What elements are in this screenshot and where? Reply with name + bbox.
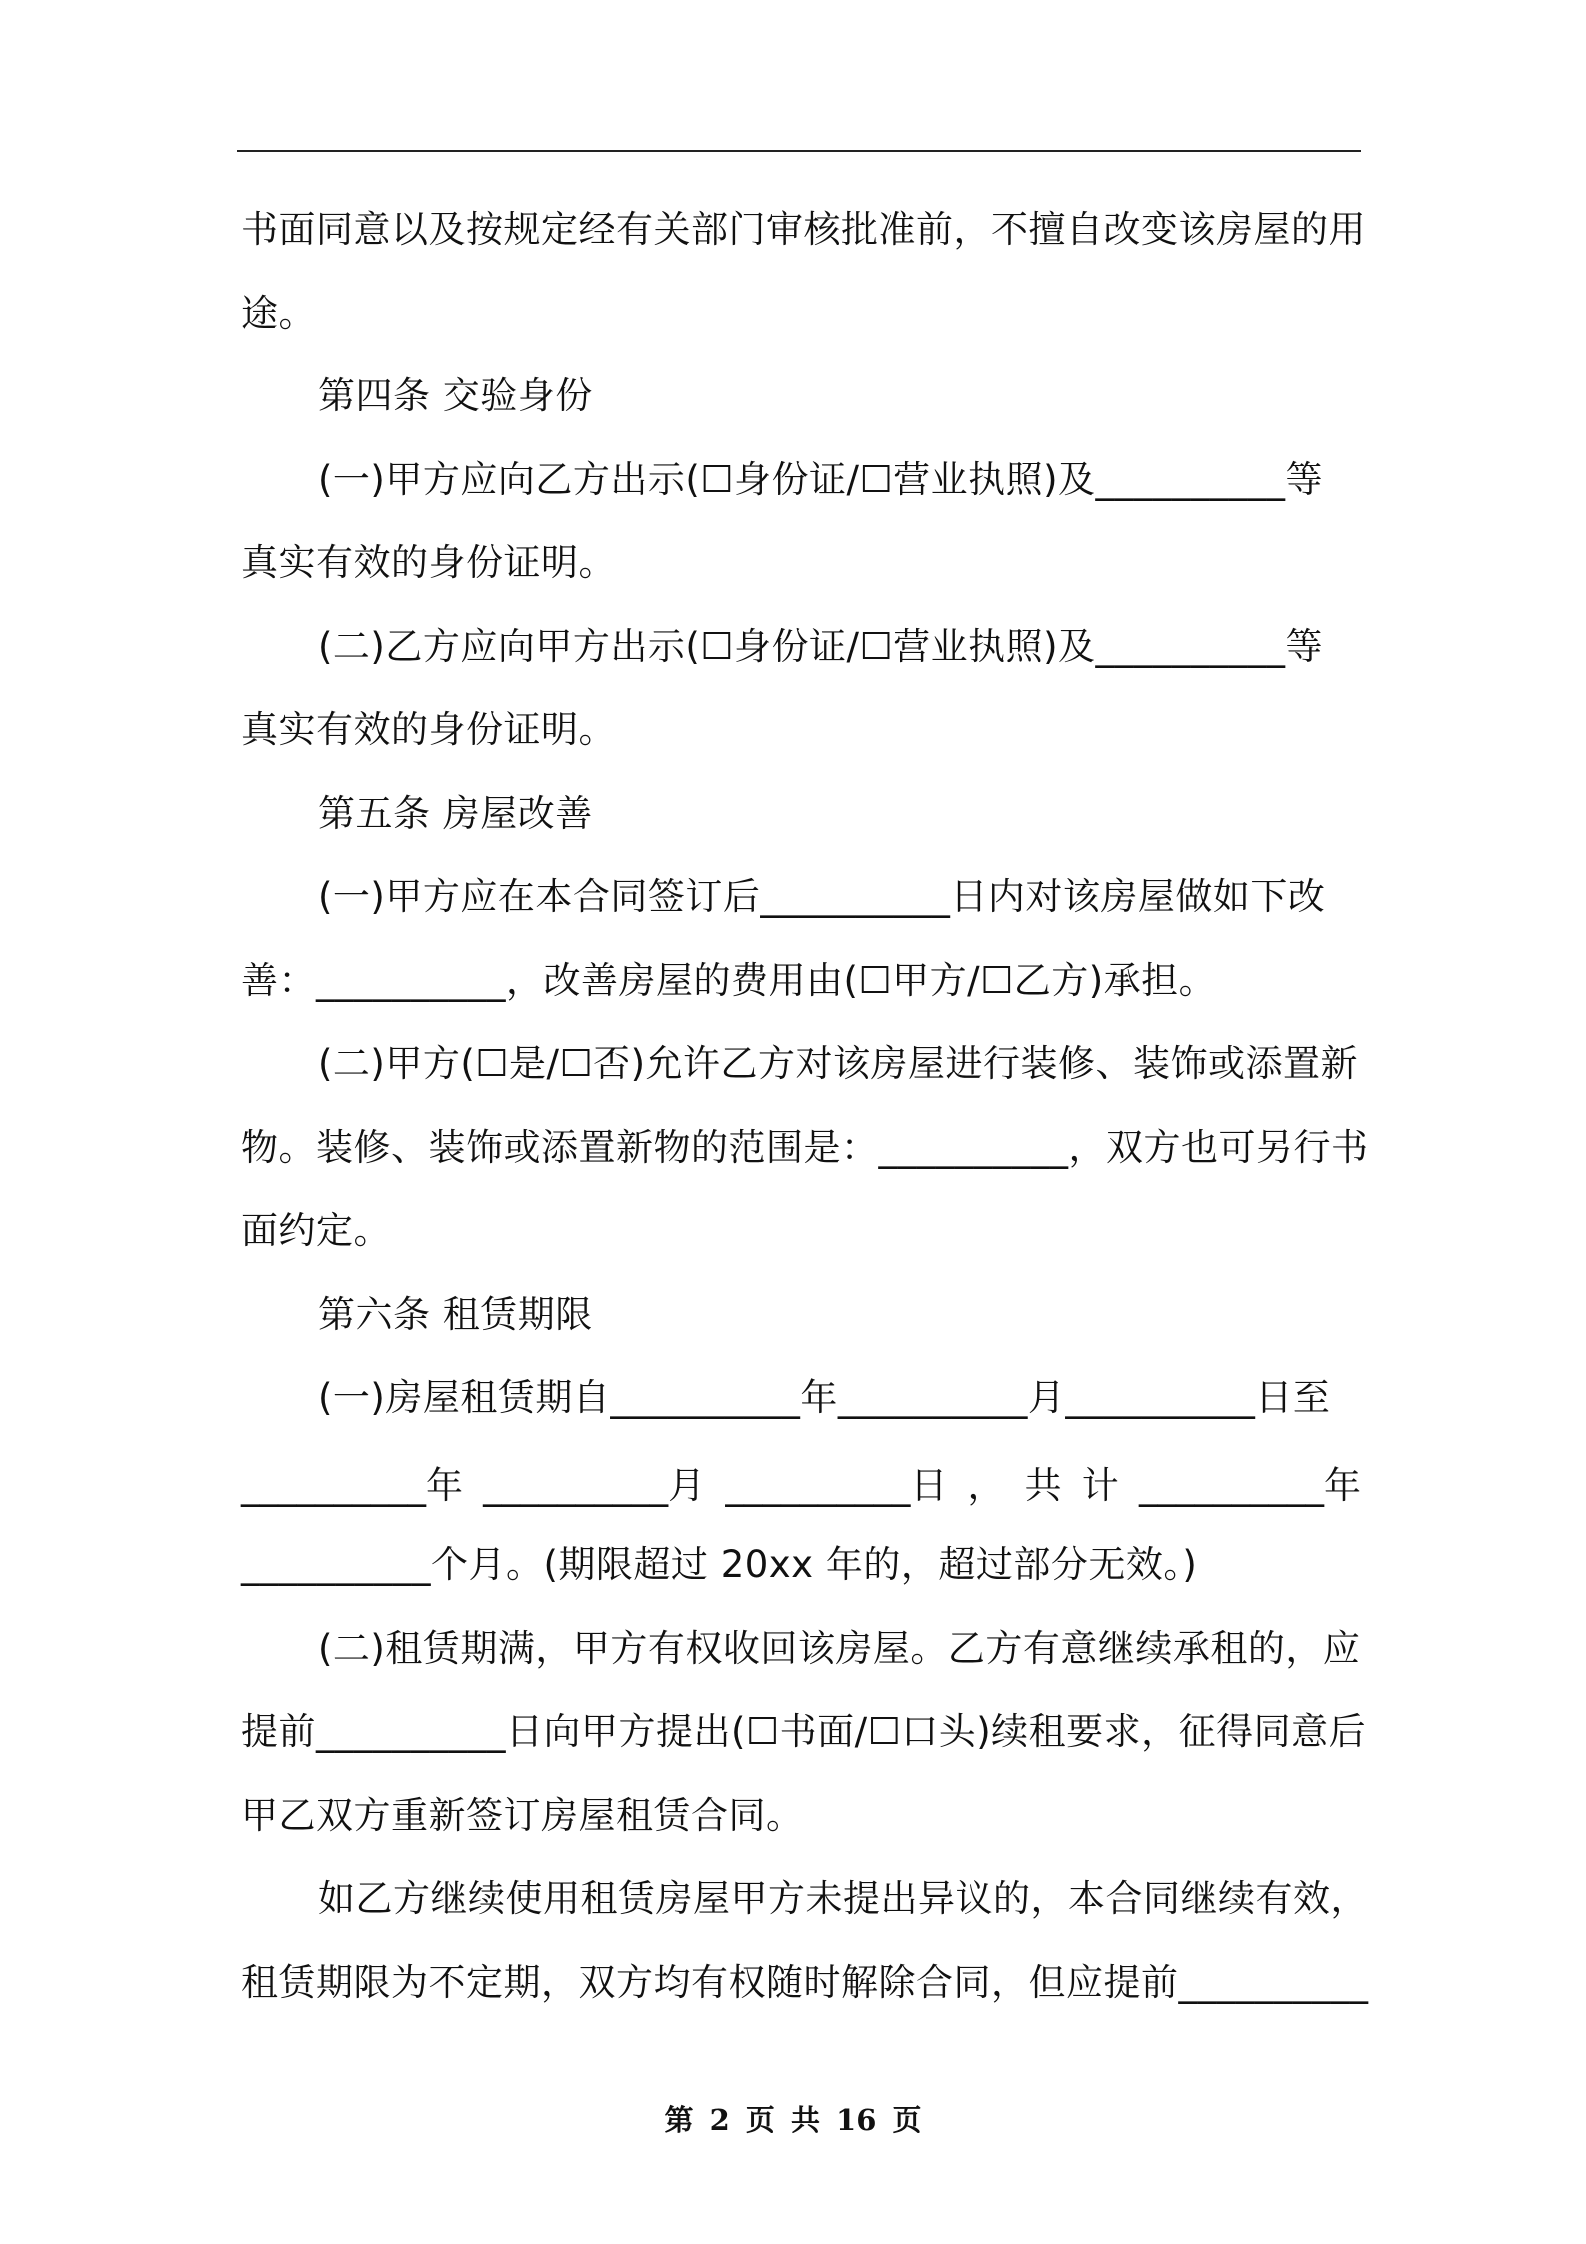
text-line: 提前__________日向甲方提出(☐书面/☐口头)续租要求，征得同意后 (241, 1710, 1367, 1753)
text-segment: __________年 (241, 1464, 463, 1507)
text-line: 面约定。 (241, 1209, 391, 1252)
article-heading: 第四条 交验身份 (318, 374, 593, 417)
text-line: (二)租赁期满，甲方有权收回该房屋。乙方有意继续承租的，应 (318, 1627, 1361, 1670)
text-line: 真实有效的身份证明。 (241, 541, 616, 584)
text-line: (二)甲方(☐是/☐否)允许乙方对该房屋进行装修、装饰或添置新 (318, 1042, 1359, 1085)
text-segment: __________月 (483, 1464, 706, 1507)
text-line: (一)房屋租赁期自__________年__________月__________日至 (318, 1376, 1331, 1419)
article-heading: 第五条 房屋改善 (318, 792, 593, 835)
text-segment: ， (967, 1464, 1005, 1507)
page-number: 第 2 页 共 16 页 (664, 2103, 922, 2137)
text-line: 物。装修、装饰或添置新物的范围是：__________，双方也可另行书 (241, 1126, 1369, 1169)
text-line: 书面同意以及按规定经有关部门审核批准前，不擅自改变该房屋的用 (241, 208, 1366, 251)
text-line: (一)甲方应在本合同签订后__________日内对该房屋做如下改 (318, 875, 1326, 918)
text-segment: __________年 (1138, 1464, 1361, 1507)
text-segment: __________日 (725, 1464, 948, 1507)
text-line: 租赁期限为不定期，双方均有权随时解除合同，但应提前__________ (241, 1961, 1369, 2004)
text-line: 甲乙双方重新签订房屋租赁合同。 (241, 1794, 804, 1837)
text-line-justified (241, 1452, 1361, 1512)
text-line: (一)甲方应向乙方出示(☐身份证/☐营业执照)及__________等 (318, 458, 1324, 501)
text-line: (二)乙方应向甲方出示(☐身份证/☐营业执照)及__________等 (318, 625, 1324, 668)
article-heading: 第六条 租赁期限 (318, 1293, 593, 1336)
text-line: 如乙方继续使用租赁房屋甲方未提出异议的，本合同继续有效， (318, 1877, 1368, 1920)
text-line: __________个月。(期限超过 20xx 年的，超过部分无效。) (241, 1543, 1198, 1586)
text-line: 途。 (241, 292, 316, 335)
text-segment: 计 (1081, 1464, 1119, 1507)
text-segment: 共 (1024, 1464, 1062, 1507)
text-line: 真实有效的身份证明。 (241, 708, 616, 751)
header-rule (237, 150, 1361, 152)
text-line: 善：__________，改善房屋的费用由(☐甲方/☐乙方)承担。 (241, 959, 1217, 1002)
